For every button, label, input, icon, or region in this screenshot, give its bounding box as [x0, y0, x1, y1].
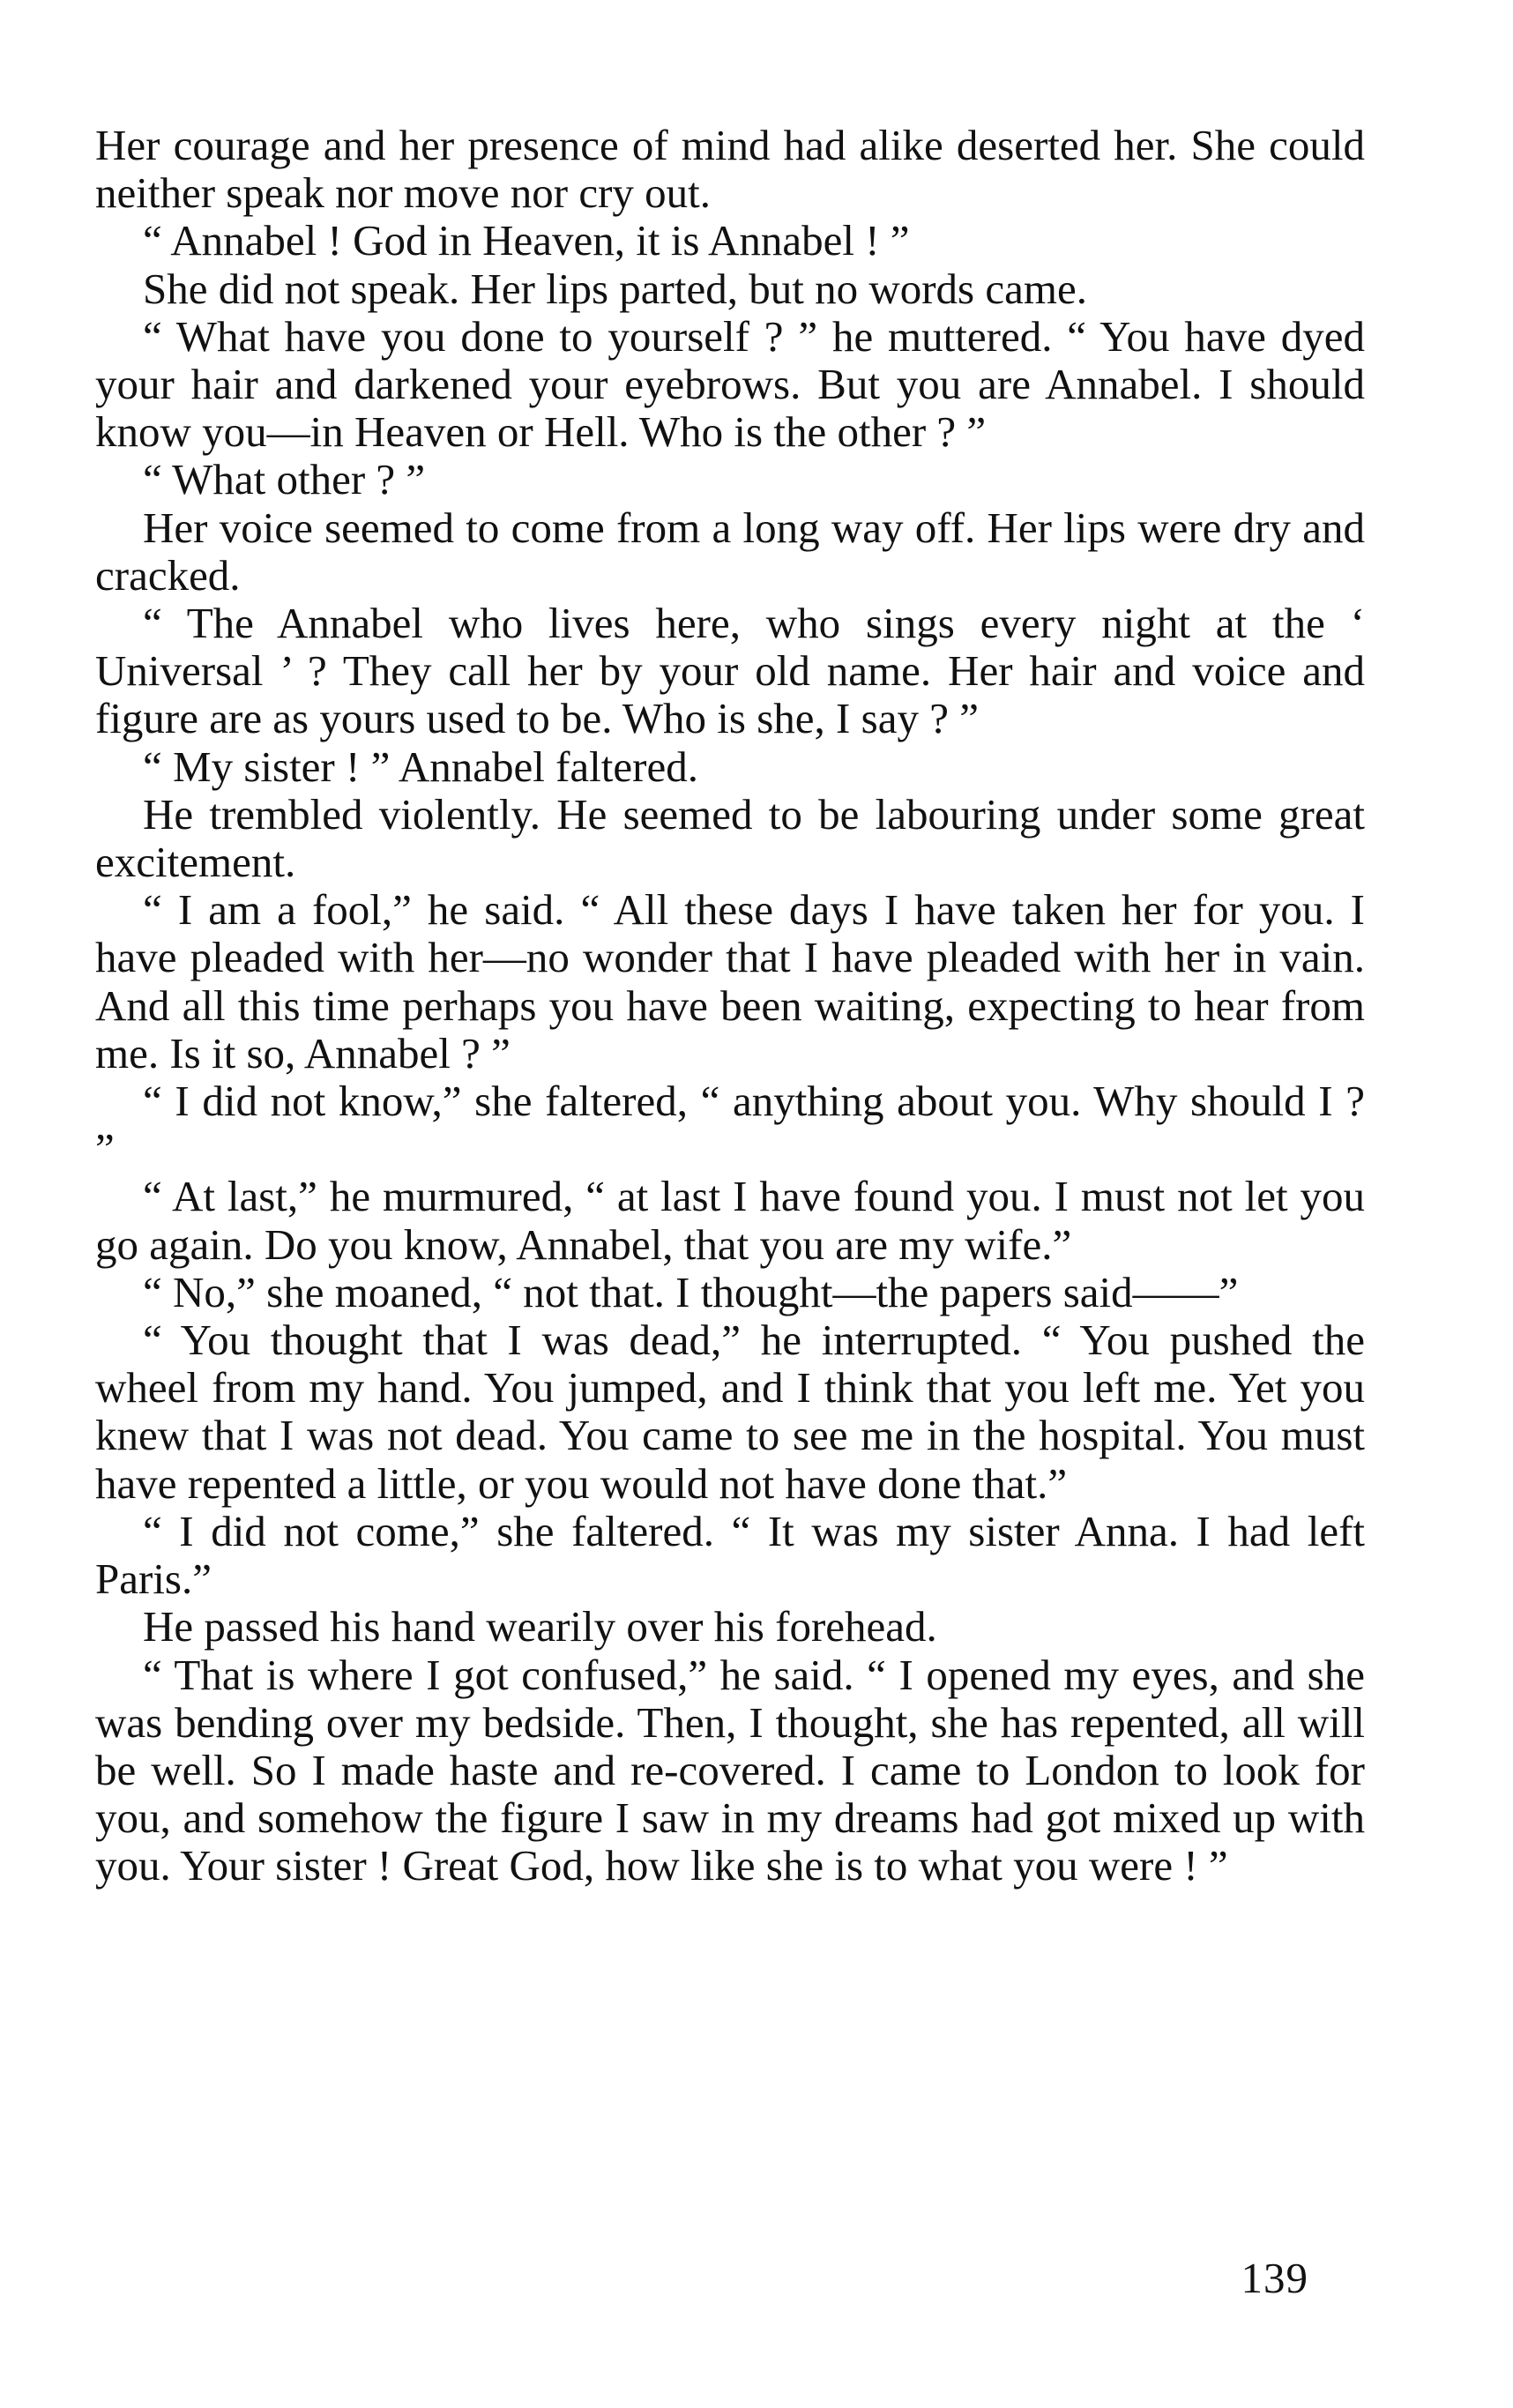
paragraph: He trembled violently. He seemed to be labouring under some great excitement.	[95, 789, 1365, 887]
paragraph: “ That is where I got confused,” he said. “ I opened my eyes, and she was bending over my bedside. Then, I thought, she has repented, all will be well. So I made haste and re-covered. I came to London to look for you, and somehow the figure I saw in my dreams had got mixed up with you. Your sister ! Great God, how like she is to what you were ! ”	[95, 1650, 1365, 1890]
paragraph: Her courage and her presence of mind had alike deserted her. She could neither speak nor move nor cry out.	[95, 121, 1365, 218]
paragraph: “ No,” she moaned, “ not that. I thought—the papers said——”	[143, 1267, 1239, 1316]
paragraph: “ What other ? ”	[143, 455, 426, 504]
book-page-text	[95, 122, 1365, 1890]
paragraph: “ What have you done to yourself ? ” he muttered. “ You have dyed your hair and darkened your eyebrows. But you are Annabel. I should know you—in Heaven or Hell. Who is the other ? ”	[95, 311, 1365, 457]
page-number: 139	[1241, 2254, 1308, 2302]
paragraph: “ I did not know,” she faltered, “ anything about you. Why should I ? ”	[95, 1077, 1365, 1174]
paragraph: “ I did not come,” she faltered. “ It was my sister Anna. I had left Paris.”	[95, 1506, 1365, 1604]
paragraph: “ Annabel ! God in Heaven, it is Annabel ! ”	[143, 216, 910, 265]
paragraph: “ You thought that I was dead,” he interrupted. “ You pushed the wheel from my hand. You jumped, and I think that you left me. Yet you knew that I was not dead. You came to see me in the hospital. You must have repented a little, or you would not have done that.”	[95, 1316, 1365, 1508]
paragraph: “ The Annabel who lives here, who sings every night at the ‘ Universal ’ ? They call her by your old name. Her hair and voice and figure are as yours used to be. Who is she, I say ? ”	[95, 599, 1365, 743]
paragraph: “ My sister ! ” Annabel faltered.	[143, 742, 698, 791]
paragraph: She did not speak. Her lips parted, but no words came.	[143, 264, 1087, 313]
paragraph: “ I am a fool,” he said. “ All these days I have taken her for you. I have pleaded with her—no wonder that I have pleaded with her in vain. And all this time perhaps you have been waiting, expecting to hear from me. Is it so, Annabel ? ”	[95, 885, 1365, 1077]
paragraph: Her voice seemed to come from a long way off. Her lips were dry and cracked.	[95, 503, 1365, 600]
paragraph: He passed his hand wearily over his forehead.	[143, 1602, 937, 1651]
paragraph: “ At last,” he murmured, “ at last I have found you. I must not let you go again. Do you know, Annabel, that you are my wife.”	[95, 1172, 1365, 1269]
